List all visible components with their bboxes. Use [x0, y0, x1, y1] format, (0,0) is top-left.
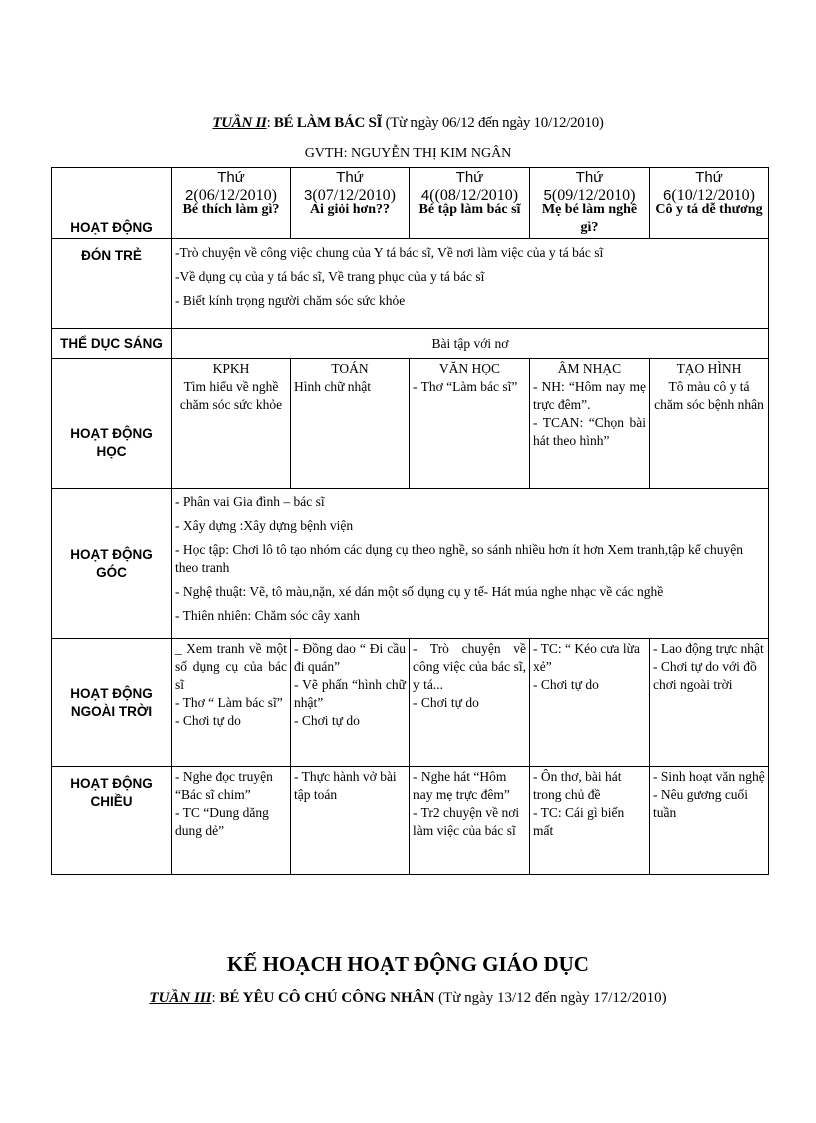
week-dates: (Từ ngày 06/12 đến ngày 10/12/2010): [382, 115, 604, 131]
label-don-tre: ĐÓN TRẺ: [52, 239, 172, 329]
label-hoat-dong-hoc: HOẠT ĐỘNG HỌC: [52, 359, 172, 489]
week-separator: :: [266, 115, 274, 131]
chieu-cell-2: - Thực hành vở bài tập toán: [291, 767, 410, 875]
weekly-plan-table: [51, 167, 769, 875]
week-title: [0, 115, 816, 132]
day-header-5: Thứ 6(10/12/2010) Cô y tá dễ thương: [650, 168, 769, 239]
row-don-tre: [52, 239, 769, 329]
day-header-2: Thứ 3(07/12/2010) Ai giỏi hơn??: [291, 168, 410, 239]
teacher-name: GVTH: NGUYỄN THỊ KIM NGÂN: [304, 146, 512, 161]
ngoai-troi-cell-2: - Đồng dao “ Đi cầu đi quán” - Vẽ phấn “hình chữ nhật” - Chơi tự do: [291, 639, 410, 767]
next-week-separator: :: [211, 990, 220, 1006]
hoc-cell-5: TẠO HÌNH Tô màu cô y tá chăm sóc bệnh nhân: [650, 359, 769, 489]
hoc-cell-2: TOÁN Hình chữ nhật: [291, 359, 410, 489]
don-tre-content: -Trò chuyện về công việc chung của Y tá bác sĩ, Về nơi làm việc của y tá bác sĩ -Về dụng cụ của y tá bác sĩ, Về trang phục của y tá bác sĩ - Biết kính trọng người chăm sóc sức khỏe: [172, 239, 769, 329]
hoc-cell-4: ÂM NHẠC - NH: “Hôm nay mẹ trực đêm”. - TCAN: “Chọn bài hát theo hình”: [530, 359, 650, 489]
week-label: TUẦN II: [212, 115, 267, 131]
day-header-4: Thứ 5(09/12/2010) Mẹ bé làm nghề gì?: [530, 168, 650, 239]
next-week-dates: (Từ ngày 13/12 đến ngày 17/12/2010): [434, 990, 667, 1006]
next-week-title: [0, 990, 816, 1007]
plan-title: KẾ HOẠCH HOẠT ĐỘNG GIÁO DỤC: [227, 952, 589, 976]
label-hoat-dong-goc: HOẠT ĐỘNG GÓC: [52, 489, 172, 639]
next-week-label: TUẦN III: [149, 990, 212, 1006]
ngoai-troi-cell-1: _ Xem tranh về một số dụng cụ của bác sĩ - Thơ “ Làm bác sĩ” - Chơi tự do: [172, 639, 291, 767]
row-hoat-dong-goc: [52, 489, 769, 639]
chieu-cell-4: - Ôn thơ, bài hát trong chủ đề - TC: Cái gì biến mất: [530, 767, 650, 875]
chieu-cell-3: - Nghe hát “Hôm nay mẹ trực đêm” - Tr2 chuyện về nơi làm việc của bác sĩ: [410, 767, 530, 875]
ngoai-troi-cell-5: - Lao động trực nhật - Chơi tự do với đồ chơi ngoài trời: [650, 639, 769, 767]
row-ngoai-troi: [52, 639, 769, 767]
the-duc-content: Bài tập với nơ: [172, 329, 769, 359]
row-the-duc: [52, 329, 769, 359]
day-header-3: Thứ 4((08/12/2010) Bé tập làm bác sĩ: [410, 168, 530, 239]
ngoai-troi-cell-3: - Trò chuyện về công việc của bác sĩ, y tá... - Chơi tự do: [410, 639, 530, 767]
corner-label: HOẠT ĐỘNG: [52, 168, 172, 239]
chieu-cell-5: - Sinh hoạt văn nghệ - Nêu gương cuối tuần: [650, 767, 769, 875]
week-theme: BÉ LÀM BÁC SĨ: [273, 115, 383, 131]
goc-content: - Phân vai Gia đình – bác sĩ - Xây dựng :Xây dựng bệnh viện - Học tập: Chơi lô tô tạo nhóm các dụng cụ theo nghề, so sánh nhiều hơn ít hơn Xem tranh,tập kể chuyện theo tranh - Nghệ thuật: Vẽ, tô màu,nặn, xé dán một số dụng cụ y tế- Hát múa nghe nhạc về các nghề - Thiên nhiên: Chăm sóc cây xanh: [172, 489, 769, 639]
row-chieu: [52, 767, 769, 875]
day-header-1: Thứ 2(06/12/2010) Bé thích làm gì?: [172, 168, 291, 239]
label-ngoai-troi: HOẠT ĐỘNG NGOÀI TRỜI: [52, 639, 172, 767]
label-the-duc: THỂ DỤC SÁNG: [52, 329, 172, 359]
ngoai-troi-cell-4: - TC: “ Kéo cưa lừa xẻ” - Chơi tự do: [530, 639, 650, 767]
table-header-row: [52, 168, 769, 239]
chieu-cell-1: - Nghe đọc truyện “Bác sĩ chim” - TC “Dung dăng dung dẻ”: [172, 767, 291, 875]
next-week-theme: BÉ YÊU CÔ CHÚ CÔNG NHÂN: [219, 990, 435, 1006]
hoc-cell-3: VĂN HỌC - Thơ “Làm bác sĩ”: [410, 359, 530, 489]
row-hoat-dong-hoc: [52, 359, 769, 489]
hoc-cell-1: KPKH Tìm hiểu về nghề chăm sóc sức khỏe: [172, 359, 291, 489]
label-chieu: HOẠT ĐỘNG CHIỀU: [52, 767, 172, 875]
